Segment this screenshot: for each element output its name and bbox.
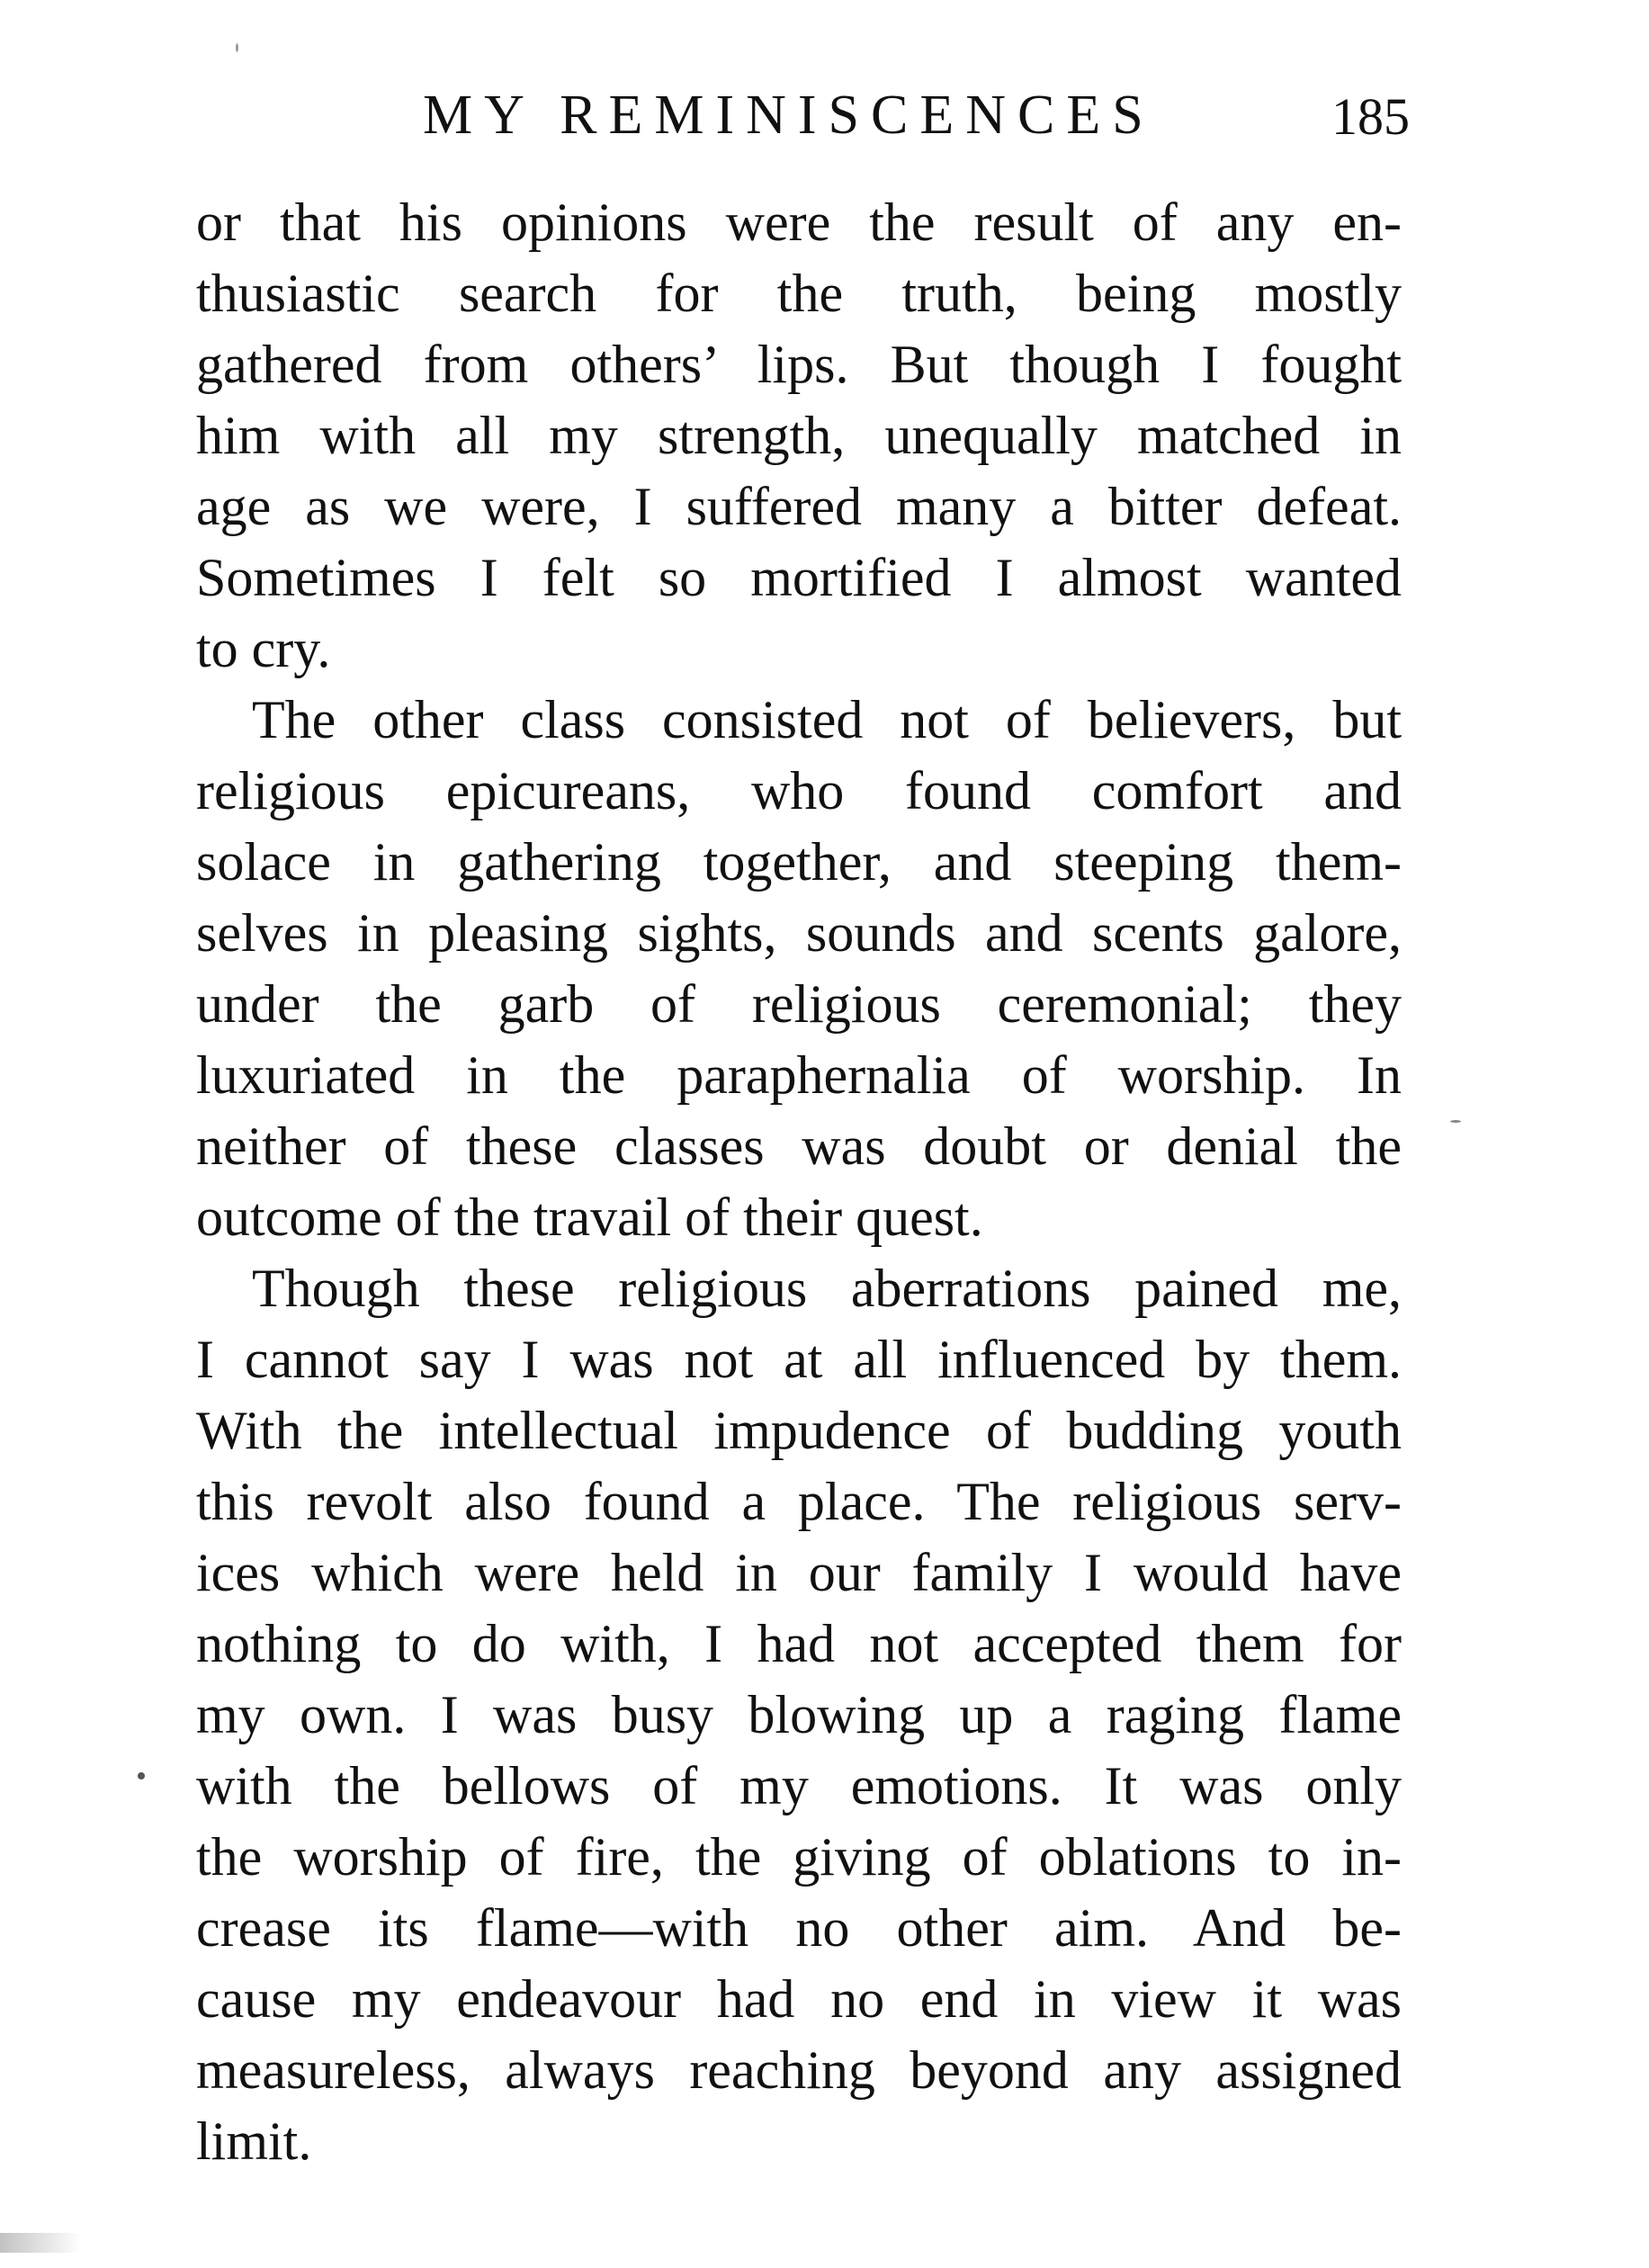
text-line: this revolt also found a place. The religious serv- [196,1472,1402,1531]
text-line: gathered from others’ lips. But though I fought [196,335,1402,394]
text-line: religious epicureans, who found comfort and [196,761,1402,820]
text-line: him with all my strength, unequally matched in [196,406,1402,465]
text-line: under the garb of religious ceremonial; they [196,974,1402,1034]
text-line: the worship of fire, the giving of oblations to in- [196,1827,1402,1887]
text-line: neither of these classes was doubt or denial the [196,1116,1402,1176]
text-line: to cry. [196,619,331,678]
text-line: selves in pleasing sights, sounds and scents galore, [196,903,1402,963]
text-line: solace in gathering together, and steeping them- [196,832,1402,892]
text-line: age as we were, I suffered many a bitter defeat. [196,477,1402,536]
text-line: Sometimes I felt so mortified I almost wanted [196,548,1402,607]
text-line: my own. I was busy blowing up a raging flame [196,1685,1402,1744]
text-line: measureless, always reaching beyond any assigned [196,2040,1402,2100]
text-line: limit. [196,2111,312,2171]
text-line: crease its flame—with no other aim. And be- [196,1898,1402,1958]
body-text [196,187,1402,2177]
text-line: cause my endeavour had no end in view it was [196,1969,1402,2029]
text-line: thusiastic search for the truth, being mostly [196,264,1402,323]
page-header [423,79,1412,151]
running-title: MY REMINISCENCES [423,85,1155,146]
text-line: I cannot say I was not at all influenced by them. [196,1330,1402,1389]
text-line: With the intellectual impudence of budding youth [196,1401,1402,1460]
scan-smudge [0,2233,81,2253]
text-line: nothing to do with, I had not accepted them for [196,1614,1402,1673]
text-line: with the bellows of my emotions. It was only [196,1756,1402,1815]
text-line: outcome of the travail of their quest. [196,1188,983,1247]
scan-speck [1450,1120,1461,1123]
text-line: luxuriated in the paraphernalia of worship. In [196,1045,1402,1105]
page-number: 185 [1331,87,1410,146]
text-line: ices which were held in our family I would have [196,1543,1402,1602]
text-line: The other class consisted not of believers, but [252,690,1402,749]
text-line: or that his opinions were the result of any en- [196,193,1402,252]
scan-speck [236,43,238,52]
scan-speck [138,1772,145,1779]
text-line: Though these religious aberrations pained me, [252,1259,1402,1318]
